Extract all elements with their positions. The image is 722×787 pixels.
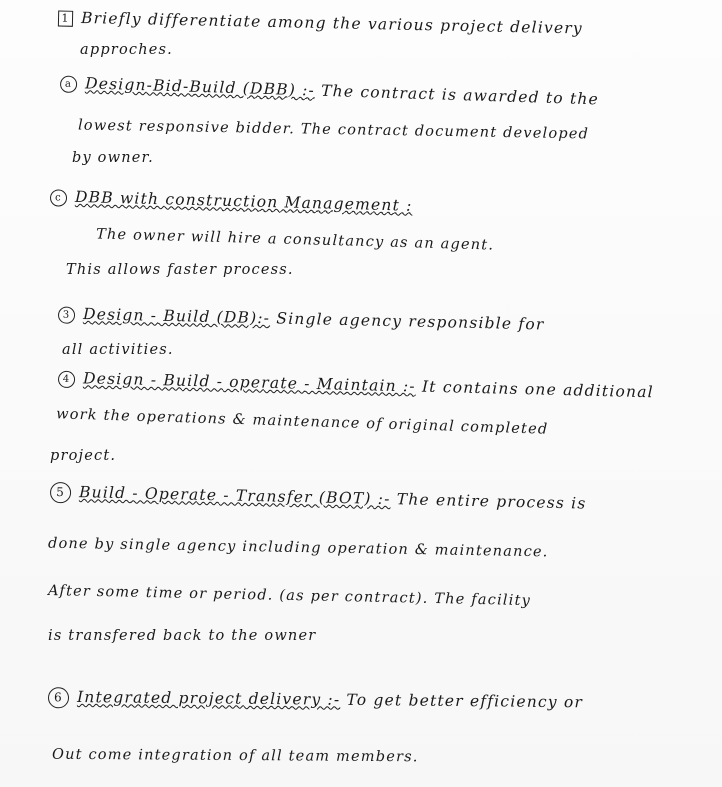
item-line: Out come integration of all team members. [51, 746, 419, 766]
item-number-badge: 5 [50, 482, 71, 503]
item-dbb-title-line [60, 74, 599, 109]
item-title: Build - Operate - Transfer (BOT) :- [78, 483, 391, 509]
item-line: lowest responsive bidder. The contract document developed [77, 117, 590, 143]
item-bot-title-line [50, 482, 587, 515]
question-line-1 [58, 9, 583, 38]
question-number-box: 1 [58, 11, 73, 27]
item-ipd-title-line [48, 687, 583, 714]
item-db-title-line [58, 304, 545, 334]
item-title: Design-Bid-Build (DBB) :- [84, 74, 316, 100]
item-line: The owner will hire a consultancy as an agent. [95, 226, 495, 254]
item-number-badge: 4 [58, 370, 75, 387]
item-dbom-title-line [58, 369, 654, 402]
item-line: The contract is awarded to the [320, 81, 600, 109]
item-line: The entire process is [396, 490, 587, 513]
item-line: This allows faster process. [66, 262, 294, 278]
item-line: is transfered back to the owner [48, 628, 317, 644]
item-line: After some time or period. (as per contract). The facility [47, 582, 532, 610]
item-number-badge: c [50, 189, 67, 206]
item-title: Design - Build (DB):- [82, 305, 271, 328]
item-number-badge: a [60, 75, 78, 93]
item-number-badge: 6 [48, 687, 69, 708]
item-line: work the operations & maintenance of original completed [55, 406, 549, 438]
item-dbb-cm-title-line [50, 187, 413, 215]
item-line: all activities. [62, 342, 174, 358]
item-number-badge: 3 [58, 306, 75, 323]
question-line-2: approches. [80, 42, 173, 58]
item-line: It contains one additional [421, 377, 655, 402]
item-title: Design - Build - operate - Maintain :- [82, 369, 417, 396]
item-line: done by single agency including operation & maintenance. [47, 535, 549, 561]
item-title: DBB with construction Management : [74, 187, 413, 215]
item-line: by owner. [72, 150, 154, 166]
item-title: Integrated project delivery :- [76, 688, 341, 709]
question-text: Briefly differentiate among the various project delivery [80, 8, 584, 38]
item-line: To get better efficiency or [346, 690, 584, 712]
item-line: Single agency responsible for [276, 309, 545, 334]
item-line: project. [50, 448, 117, 464]
